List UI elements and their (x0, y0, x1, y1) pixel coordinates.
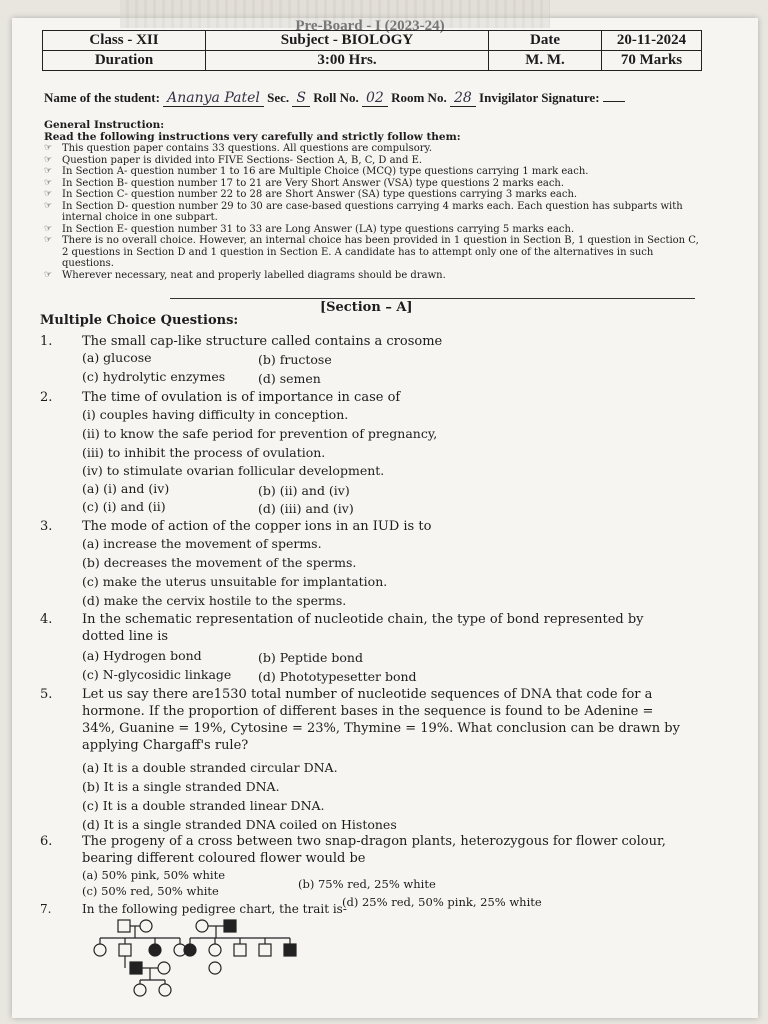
room-value: 28 (450, 90, 476, 107)
pedigree-affected-male (130, 962, 142, 974)
instruction-item: ☞ In Section E- question number 31 to 33 are Long Answer (LA) type questions carrying 5 marks each. (44, 224, 704, 236)
instructions-subheading: Read the following instructions very carefully and strictly follow them: (44, 130, 461, 143)
question-stem: The time of ovulation is of importance in case of (82, 390, 401, 405)
pedigree-affected-female (149, 944, 161, 956)
sub-statement: (iv) to stimulate ovarian follicular development. (82, 463, 385, 478)
exam-title: Pre-Board - I (2023-24) (295, 18, 445, 34)
student-info-line (44, 90, 704, 106)
instruction-item: ☞ Wherever necessary, neat and properly labelled diagrams should be drawn. (44, 270, 704, 282)
option: (a) glucose (82, 350, 152, 365)
option: (a) 50% pink, 50% white (82, 868, 225, 882)
name-label: Name of the student: (44, 90, 160, 105)
date-value: 20-11-2024 (602, 31, 702, 51)
question-stem: In the following pedigree chart, the trait is- (82, 902, 347, 916)
instruction-item: ☞ In Section C- question number 22 to 28 are Short Answer (SA) type questions carrying 3 marks each. (44, 189, 704, 201)
instruction-item: ☞ In Section A- question number 1 to 16 are Multiple Choice (MCQ) type questions carrying 1 mark each. (44, 166, 704, 178)
question-stem: The mode of action of the copper ions in an IUD is to (82, 519, 432, 534)
duration-value: 3:00 Hrs. (206, 51, 489, 71)
name-value: Ananya Patel (163, 90, 264, 107)
pedigree-affected-female (184, 944, 196, 956)
instruction-item: ☞ There is no overall choice. However, an internal choice has been provided in 1 question in Section B, 1 question in Section C, 2 questions in Section D and 1 question in Section E. A candidate has to attempt only one of the alternatives in such questions. (44, 235, 704, 270)
option: (b) fructose (258, 352, 332, 367)
question-number: 6. (40, 834, 53, 849)
date-label: Date (489, 31, 602, 51)
room-label: Room No. (391, 90, 447, 105)
question-number: 1. (40, 334, 53, 349)
pedigree-female (158, 962, 170, 974)
roll-value: 02 (362, 90, 388, 107)
question-number: 5. (40, 687, 53, 702)
invigilator-label: Invigilator Signature: (479, 90, 600, 105)
option: (d) Phototypesetter bond (258, 669, 417, 684)
sec-label: Sec. (267, 90, 290, 105)
question-number: 3. (40, 519, 53, 534)
option: (c) hydrolytic enzymes (82, 369, 226, 384)
pedigree-female (209, 944, 221, 956)
option: (a) (i) and (iv) (82, 481, 170, 496)
question-number: 7. (40, 902, 52, 916)
pedigree-male (234, 944, 246, 956)
mm-label: M. M. (489, 51, 602, 71)
class-label: Class - XII (43, 31, 206, 51)
option: (a) Hydrogen bond (82, 648, 202, 663)
instruction-item: ☞ This question paper contains 33 questions. All questions are compulsory. (44, 143, 704, 155)
mcq-heading: Multiple Choice Questions: (40, 313, 239, 328)
option: (d) (iii) and (iv) (258, 501, 354, 516)
question-stem: The small cap-like structure called contains a crosome (82, 334, 443, 349)
duration-label: Duration (43, 51, 206, 71)
option: (a) increase the movement of sperms. (82, 536, 322, 551)
option: (b) Peptide bond (258, 650, 363, 665)
option: (d) make the cervix hostile to the sperms. (82, 593, 347, 608)
invigilator-signature-blank (603, 101, 625, 102)
sub-statement: (iii) to inhibit the process of ovulation. (82, 445, 326, 460)
pedigree-female (159, 984, 171, 996)
pedigree-chart (90, 918, 320, 998)
instruction-item: ☞ Question paper is divided into FIVE Sections- Section A, B, C, D and E. (44, 155, 704, 167)
general-instructions (44, 120, 704, 281)
pedigree-affected-male (284, 944, 296, 956)
subject-label: Subject - BIOLOGY (206, 31, 489, 51)
instruction-item: ☞ In Section D- question number 29 to 30 are case-based questions carrying 4 marks each. Each question has subparts with internal choice in one subpart. (44, 201, 704, 224)
option: (c) make the uterus unsuitable for implantation. (82, 574, 388, 589)
option: (c) N-glycosidic linkage (82, 667, 232, 682)
option: (b) It is a single stranded DNA. (82, 779, 280, 794)
pedigree-female (134, 984, 146, 996)
option: (c) It is a double stranded linear DNA. (82, 798, 325, 813)
option: (d) It is a single stranded DNA coiled on Histones (82, 817, 397, 832)
mm-value: 70 Marks (602, 51, 702, 71)
question-stem: Let us say there are1530 total number of nucleotide sequences of DNA that code for a hormone. If the proportion of different bases in the sequence is found to be Adenine = 34%, Guanine = 19%, Cytosine = 23%, Thymine = 19%. What conclusion can be drawn by applying Chargaff's rule? (82, 687, 680, 753)
option: (d) 25% red, 50% pink, 25% white (342, 895, 542, 909)
option: (b) decreases the movement of the sperms. (82, 555, 357, 570)
sec-value: S (292, 90, 310, 107)
pedigree-female (94, 944, 106, 956)
option: (d) semen (258, 371, 321, 386)
section-divider (170, 298, 695, 299)
option: (b) (ii) and (iv) (258, 483, 350, 498)
question-number: 4. (40, 612, 53, 627)
instructions-list (44, 143, 704, 281)
question-number: 2. (40, 390, 53, 405)
pedigree-male (259, 944, 271, 956)
sub-statement: (i) couples having difficulty in conception. (82, 407, 349, 422)
option: (a) It is a double stranded circular DNA. (82, 760, 338, 775)
section-a-title: [Section – A] (320, 300, 413, 315)
option: (c) (i) and (ii) (82, 499, 166, 514)
pedigree-male (118, 920, 130, 932)
pedigree-affected-male (224, 920, 236, 932)
pedigree-female (209, 962, 221, 974)
instructions-heading: General Instruction: (44, 119, 165, 131)
pedigree-female (140, 920, 152, 932)
pedigree-female (196, 920, 208, 932)
sub-statement: (ii) to know the safe period for prevention of pregnancy, (82, 426, 438, 441)
option: (b) 75% red, 25% white (298, 877, 436, 891)
option: (c) 50% red, 50% white (82, 884, 219, 898)
pedigree-male (119, 944, 131, 956)
question-stem: In the schematic representation of nucleotide chain, the type of bond represented by dotted line is (82, 612, 644, 644)
question-stem: The progeny of a cross between two snap-dragon plants, heterozygous for flower colour, bearing different coloured flower would be (82, 834, 666, 866)
instruction-item: ☞ In Section B- question number 17 to 21 are Very Short Answer (VSA) type questions 2 marks each. (44, 178, 704, 190)
roll-label: Roll No. (313, 90, 359, 105)
header-table (42, 30, 702, 71)
